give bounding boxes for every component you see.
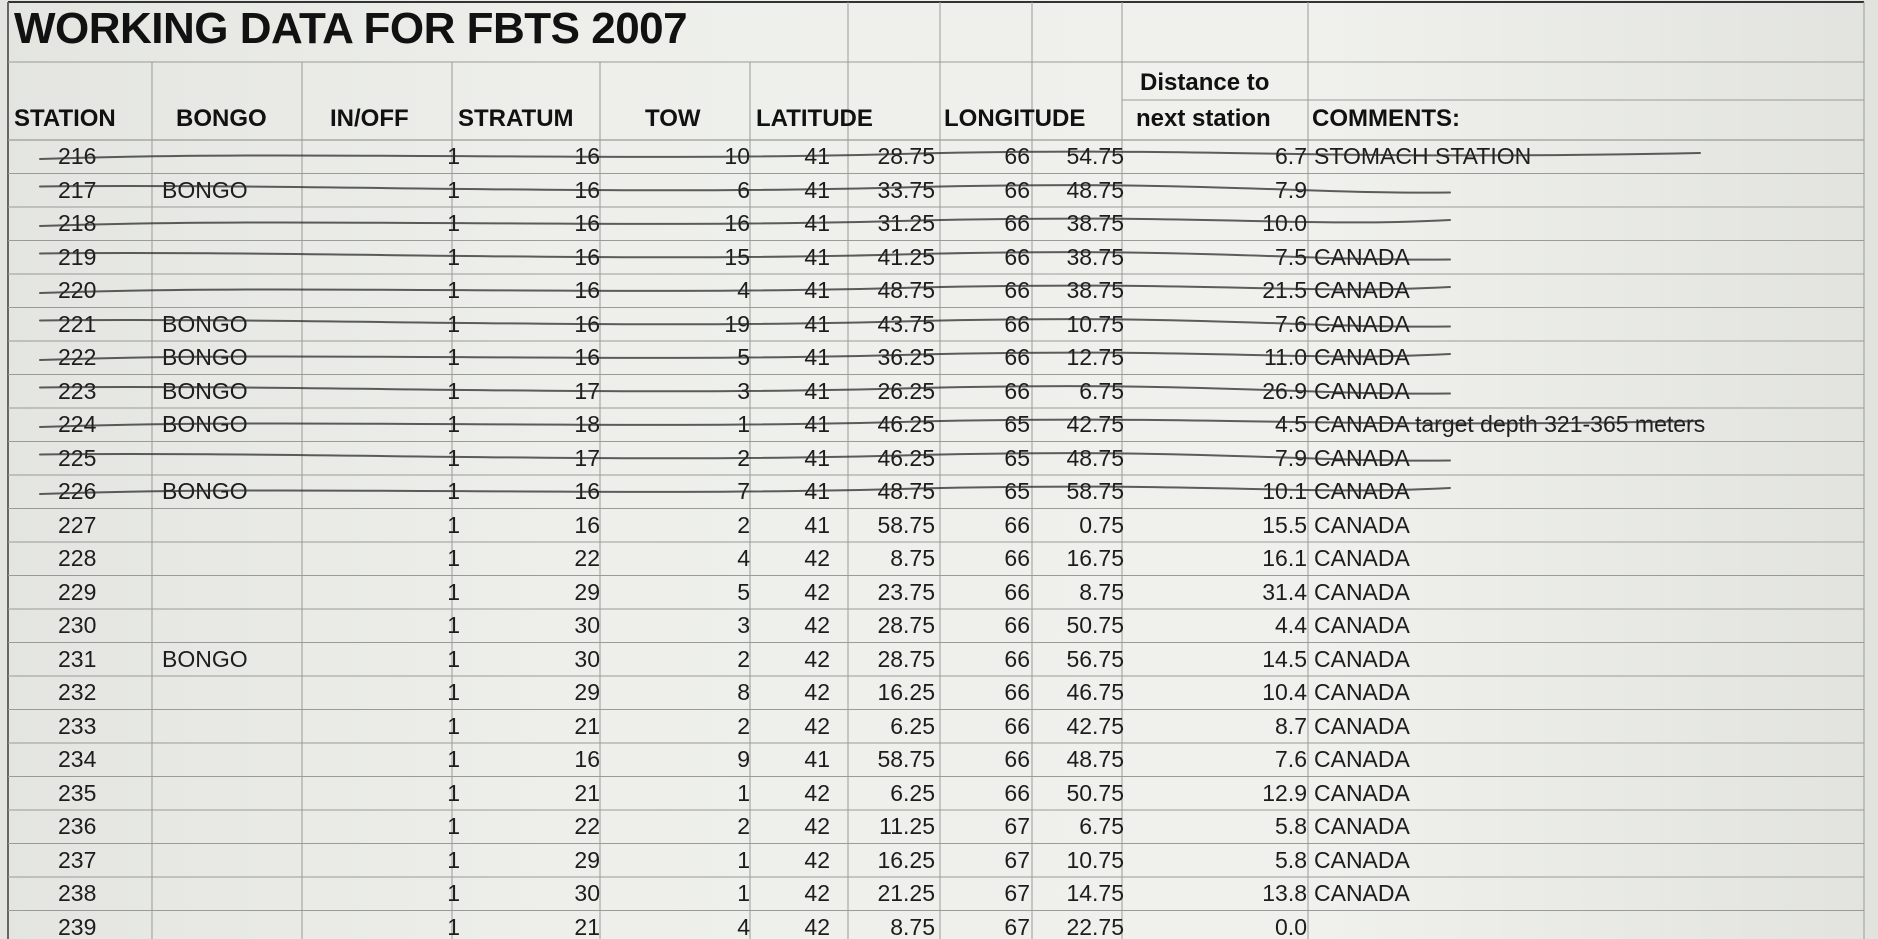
cell-stratum: 22 [574, 545, 600, 571]
cell-distance: 7.9 [1275, 176, 1307, 203]
cell-bongo: BONGO [162, 310, 248, 337]
header-distance-line1: Distance to [1140, 69, 1270, 96]
cell-comment: CANADA [1314, 310, 1410, 337]
cell-bongo [162, 443, 282, 473]
cell-station: 231 [58, 645, 97, 672]
cell-lat-min: 31.25 [877, 210, 935, 236]
cell-lat-deg: 41 [804, 377, 830, 404]
cell-lat-deg: 41 [804, 411, 830, 437]
cell-lon-min: 46.75 [1066, 679, 1124, 705]
cell-tow: 3 [737, 612, 750, 638]
cell-stratum: 21 [574, 712, 600, 739]
cell-lon-deg: 66 [1004, 746, 1030, 772]
cell-tow: 16 [724, 210, 750, 236]
cell-stratum: 16 [574, 746, 600, 772]
cell-inoff: 1 [447, 880, 460, 906]
cell-lon-min: 12.75 [1066, 344, 1124, 370]
cell-lon-min: 38.75 [1066, 210, 1124, 236]
cell-comment: CANADA [1314, 344, 1410, 370]
cell-tow: 4 [737, 545, 750, 571]
cell-lat-min: 48.75 [877, 478, 935, 504]
cell-lon-min: 10.75 [1066, 310, 1124, 337]
cell-station: 220 [58, 277, 97, 303]
header-distance-line2: next station [1136, 105, 1271, 132]
cell-comment: CANADA [1314, 746, 1410, 772]
cell-stratum: 30 [574, 880, 600, 906]
cell-lat-min: 41.25 [877, 243, 935, 270]
cell-lon-min: 16.75 [1066, 545, 1124, 571]
cell-bongo: BONGO [162, 645, 248, 672]
cell-lat-deg: 42 [804, 913, 830, 939]
cell-tow: 4 [737, 913, 750, 939]
header-latitude: LATITUDE [756, 105, 873, 132]
cell-lon-deg: 67 [1004, 846, 1030, 873]
cell-comment: CANADA target depth 321-365 meters [1314, 411, 1706, 437]
cell-stratum: 30 [574, 612, 600, 638]
cell-comment: CANADA [1314, 243, 1410, 270]
cell-lat-deg: 41 [804, 511, 830, 538]
cell-distance: 11.0 [1263, 344, 1307, 370]
cell-bongo [162, 744, 282, 774]
cell-lat-min: 6.25 [890, 779, 935, 806]
cell-bongo [162, 845, 282, 875]
cell-bongo [162, 242, 282, 272]
cell-lat-min: 36.25 [877, 344, 935, 370]
cell-comment: CANADA [1314, 679, 1410, 705]
cell-inoff: 1 [447, 913, 460, 939]
cell-lat-deg: 42 [804, 846, 830, 873]
cell-comment: CANADA [1314, 712, 1410, 739]
cell-lon-min: 10.75 [1066, 846, 1124, 873]
cell-bongo [162, 577, 282, 607]
cell-lon-deg: 67 [1004, 880, 1030, 906]
cell-lat-deg: 41 [804, 310, 830, 337]
page-title: WORKING DATA FOR FBTS 2007 [14, 4, 688, 53]
cell-comment: CANADA [1314, 612, 1410, 638]
cell-station: 217 [58, 176, 97, 203]
cell-station: 234 [58, 746, 97, 772]
cell-stratum: 30 [574, 645, 600, 672]
cell-bongo [162, 208, 282, 238]
cell-lon-min: 42.75 [1066, 411, 1124, 437]
cell-tow: 2 [737, 712, 750, 739]
cell-lat-deg: 41 [804, 243, 830, 270]
cell-bongo [162, 610, 282, 640]
cell-tow: 10 [724, 143, 750, 169]
cell-lon-min: 50.75 [1066, 612, 1124, 638]
cell-inoff: 1 [447, 813, 460, 839]
cell-distance: 6.7 [1275, 143, 1307, 169]
cell-station: 236 [58, 813, 97, 839]
cell-inoff: 1 [447, 411, 460, 437]
cell-lon-min: 56.75 [1066, 645, 1124, 672]
cell-comment: CANADA [1314, 880, 1410, 906]
cell-lon-min: 42.75 [1066, 712, 1124, 739]
cell-station: 227 [58, 511, 97, 538]
cell-inoff: 1 [447, 143, 460, 169]
cell-station: 225 [58, 444, 97, 471]
cell-lat-deg: 42 [804, 779, 830, 806]
cell-bongo [162, 141, 282, 171]
cell-inoff: 1 [447, 612, 460, 638]
cell-inoff: 1 [447, 377, 460, 404]
cell-lat-deg: 41 [804, 176, 830, 203]
cell-bongo: BONGO [162, 478, 248, 504]
cell-station: 237 [58, 846, 97, 873]
cell-distance: 10.4 [1262, 679, 1307, 705]
cell-lon-deg: 65 [1004, 478, 1030, 504]
cell-lat-min: 43.75 [877, 310, 935, 337]
cell-lat-min: 21.25 [877, 880, 935, 906]
cell-bongo [162, 275, 282, 305]
cell-distance: 5.8 [1275, 813, 1307, 839]
cell-lon-min: 14.75 [1066, 880, 1124, 906]
cell-lat-deg: 42 [804, 712, 830, 739]
cell-lon-min: 38.75 [1066, 277, 1124, 303]
cell-lon-deg: 66 [1004, 578, 1030, 605]
cell-lon-deg: 66 [1004, 344, 1030, 370]
cell-stratum: 21 [574, 913, 600, 939]
cell-distance: 12.9 [1262, 779, 1307, 806]
cell-comment: CANADA [1314, 779, 1410, 806]
cell-lat-min: 46.25 [877, 444, 935, 471]
cell-tow: 2 [737, 645, 750, 672]
cell-comment: CANADA [1314, 846, 1410, 873]
cell-tow: 9 [737, 746, 750, 772]
cell-stratum: 16 [574, 176, 600, 203]
cell-station: 219 [58, 243, 97, 270]
cell-lat-deg: 41 [804, 277, 830, 303]
cell-lat-min: 46.25 [877, 411, 935, 437]
cell-lat-deg: 42 [804, 578, 830, 605]
cell-bongo: BONGO [162, 377, 248, 404]
cell-stratum: 21 [574, 779, 600, 806]
cell-stratum: 17 [574, 377, 600, 404]
header-longitude: LONGITUDE [944, 105, 1086, 132]
cell-lat-deg: 42 [804, 880, 830, 906]
cell-stratum: 16 [574, 344, 600, 370]
cell-distance: 7.9 [1275, 444, 1307, 471]
cell-inoff: 1 [447, 679, 460, 705]
cell-lon-min: 48.75 [1066, 176, 1124, 203]
cell-lon-min: 48.75 [1066, 444, 1124, 471]
cell-lat-min: 28.75 [877, 612, 935, 638]
cell-lon-deg: 66 [1004, 545, 1030, 571]
cell-station: 228 [58, 545, 97, 571]
cell-distance: 21.5 [1262, 277, 1307, 303]
cell-inoff: 1 [447, 712, 460, 739]
cell-tow: 15 [724, 243, 750, 270]
cell-lat-min: 23.75 [877, 578, 935, 605]
cell-lon-deg: 65 [1004, 444, 1030, 471]
cell-station: 229 [58, 578, 97, 605]
cell-lon-deg: 65 [1004, 411, 1030, 437]
cell-distance: 7.6 [1275, 746, 1307, 772]
cell-lon-min: 6.75 [1079, 813, 1124, 839]
cell-inoff: 1 [447, 444, 460, 471]
cell-lat-deg: 41 [804, 210, 830, 236]
cell-lon-min: 0.75 [1079, 511, 1124, 538]
cell-lon-deg: 66 [1004, 779, 1030, 806]
cell-lon-min: 38.75 [1066, 243, 1124, 270]
cell-comment: CANADA [1314, 444, 1410, 471]
cell-station: 221 [58, 310, 97, 337]
cell-inoff: 1 [447, 243, 460, 270]
cell-stratum: 16 [574, 210, 600, 236]
header-tow: TOW [645, 105, 701, 132]
cell-stratum: 29 [574, 846, 600, 873]
cell-lat-min: 11.25 [879, 813, 935, 839]
cell-lon-min: 8.75 [1079, 578, 1124, 605]
cell-station: 223 [58, 377, 97, 404]
cell-tow: 1 [737, 846, 750, 873]
cell-tow: 5 [737, 578, 750, 605]
cell-inoff: 1 [447, 478, 460, 504]
cell-lat-deg: 41 [804, 143, 830, 169]
cell-lon-deg: 67 [1004, 913, 1030, 939]
cell-station: 224 [58, 411, 97, 437]
cell-inoff: 1 [447, 746, 460, 772]
header-bongo: BONGO [176, 105, 267, 132]
cell-tow: 2 [737, 444, 750, 471]
cell-distance: 31.4 [1262, 578, 1307, 605]
cell-stratum: 18 [574, 411, 600, 437]
cell-tow: 1 [737, 411, 750, 437]
cell-lon-deg: 66 [1004, 176, 1030, 203]
cell-distance: 10.0 [1262, 210, 1307, 236]
cell-inoff: 1 [447, 344, 460, 370]
cell-station: 233 [58, 712, 97, 739]
cell-comment: STOMACH STATION [1314, 143, 1532, 169]
cell-bongo [162, 912, 282, 939]
header-station: STATION [14, 105, 116, 132]
cell-lat-deg: 42 [804, 612, 830, 638]
cell-lon-deg: 66 [1004, 645, 1030, 672]
cell-inoff: 1 [447, 310, 460, 337]
cell-comment: CANADA [1314, 645, 1410, 672]
cell-bongo [162, 543, 282, 573]
cell-tow: 4 [737, 277, 750, 303]
cell-lat-min: 16.25 [877, 846, 935, 873]
cell-station: 218 [58, 210, 97, 236]
cell-distance: 14.5 [1262, 645, 1307, 672]
cell-lon-min: 54.75 [1066, 143, 1124, 169]
cell-stratum: 29 [574, 578, 600, 605]
cell-lon-min: 48.75 [1066, 746, 1124, 772]
cell-lat-deg: 42 [804, 545, 830, 571]
cell-lon-deg: 66 [1004, 712, 1030, 739]
cell-tow: 19 [724, 310, 750, 337]
cell-stratum: 16 [574, 310, 600, 337]
cell-lon-min: 6.75 [1079, 377, 1124, 404]
cell-distance: 7.5 [1275, 243, 1307, 270]
cell-tow: 6 [737, 176, 750, 203]
cell-tow: 7 [737, 478, 750, 504]
cell-station: 216 [58, 143, 97, 169]
cell-lon-deg: 67 [1004, 813, 1030, 839]
cell-lat-deg: 41 [804, 746, 830, 772]
cell-lon-deg: 66 [1004, 143, 1030, 169]
cell-lat-min: 58.75 [877, 746, 935, 772]
cell-inoff: 1 [447, 176, 460, 203]
cell-distance: 5.8 [1275, 846, 1307, 873]
cell-bongo [162, 878, 282, 908]
cell-tow: 2 [737, 511, 750, 538]
cell-lat-deg: 42 [804, 645, 830, 672]
cell-bongo [162, 711, 282, 741]
cell-lat-min: 8.75 [890, 913, 935, 939]
cell-comment [1314, 912, 1834, 939]
cell-tow: 1 [737, 779, 750, 806]
cell-inoff: 1 [447, 779, 460, 806]
cell-distance: 16.1 [1262, 545, 1307, 571]
cell-comment: CANADA [1314, 578, 1410, 605]
cell-station: 226 [58, 478, 97, 504]
cell-tow: 8 [737, 679, 750, 705]
cell-distance: 0.0 [1275, 913, 1307, 939]
cell-distance: 13.8 [1262, 880, 1307, 906]
cell-lat-min: 33.75 [877, 176, 935, 203]
cell-comment: CANADA [1314, 478, 1410, 504]
cell-inoff: 1 [447, 578, 460, 605]
cell-distance: 7.6 [1275, 310, 1307, 337]
cell-lat-min: 48.75 [877, 277, 935, 303]
cell-station: 222 [58, 344, 97, 370]
cell-inoff: 1 [447, 511, 460, 538]
cell-stratum: 29 [574, 679, 600, 705]
cell-lat-deg: 42 [804, 679, 830, 705]
cell-distance: 26.9 [1262, 377, 1307, 404]
cell-lon-deg: 66 [1004, 277, 1030, 303]
cell-tow: 2 [737, 813, 750, 839]
cell-stratum: 16 [574, 243, 600, 270]
cell-lon-deg: 66 [1004, 511, 1030, 538]
cell-stratum: 16 [574, 478, 600, 504]
cell-station: 230 [58, 612, 97, 638]
cell-lon-min: 50.75 [1066, 779, 1124, 806]
cell-bongo [162, 677, 282, 707]
cell-lat-deg: 41 [804, 478, 830, 504]
cell-lon-deg: 66 [1004, 210, 1030, 236]
cell-lat-min: 16.25 [877, 679, 935, 705]
cell-stratum: 16 [574, 143, 600, 169]
cell-lat-deg: 41 [804, 344, 830, 370]
cell-inoff: 1 [447, 210, 460, 236]
cell-lon-deg: 66 [1004, 310, 1030, 337]
cell-station: 238 [58, 880, 97, 906]
cell-inoff: 1 [447, 545, 460, 571]
cell-lat-min: 6.25 [890, 712, 935, 739]
cell-distance: 10.1 [1262, 478, 1307, 504]
header-stratum: STRATUM [458, 105, 574, 132]
cell-bongo [162, 510, 282, 540]
cell-lon-deg: 66 [1004, 377, 1030, 404]
cell-stratum: 16 [574, 511, 600, 538]
cell-tow: 5 [737, 344, 750, 370]
cell-lat-deg: 42 [804, 813, 830, 839]
cell-station: 239 [58, 913, 97, 939]
cell-lat-deg: 41 [804, 444, 830, 471]
cell-lat-min: 28.75 [877, 645, 935, 672]
cell-comment: CANADA [1314, 813, 1410, 839]
cell-lat-min: 8.75 [890, 545, 935, 571]
cell-lon-min: 58.75 [1066, 478, 1124, 504]
cell-stratum: 17 [574, 444, 600, 471]
cell-comment: CANADA [1314, 545, 1410, 571]
cell-lon-deg: 66 [1004, 243, 1030, 270]
cell-lon-deg: 66 [1004, 679, 1030, 705]
cell-bongo: BONGO [162, 344, 248, 370]
cell-lat-min: 26.25 [877, 377, 935, 404]
cell-comment [1314, 208, 1834, 238]
cell-inoff: 1 [447, 277, 460, 303]
header-in-off: IN/OFF [330, 105, 409, 132]
cell-lat-min: 58.75 [877, 511, 935, 538]
cell-comment: CANADA [1314, 511, 1410, 538]
header-comments: COMMENTS: [1312, 105, 1460, 132]
cell-distance: 8.7 [1275, 712, 1307, 739]
cell-inoff: 1 [447, 645, 460, 672]
cell-stratum: 22 [574, 813, 600, 839]
cell-bongo: BONGO [162, 411, 248, 437]
cell-distance: 15.5 [1262, 511, 1307, 538]
cell-lat-min: 28.75 [877, 143, 935, 169]
cell-inoff: 1 [447, 846, 460, 873]
cell-comment [1314, 175, 1834, 205]
cell-tow: 3 [737, 377, 750, 404]
cell-distance: 4.4 [1275, 612, 1307, 638]
cell-station: 235 [58, 779, 97, 806]
cell-bongo [162, 811, 282, 841]
cell-distance: 4.5 [1275, 411, 1307, 437]
cell-lon-min: 22.75 [1066, 913, 1124, 939]
cell-lon-deg: 66 [1004, 612, 1030, 638]
cell-tow: 1 [737, 880, 750, 906]
cell-comment: CANADA [1314, 277, 1410, 303]
cell-comment: CANADA [1314, 377, 1410, 404]
cell-station: 232 [58, 679, 97, 705]
cell-stratum: 16 [574, 277, 600, 303]
cell-bongo [162, 778, 282, 808]
cell-bongo: BONGO [162, 176, 248, 203]
